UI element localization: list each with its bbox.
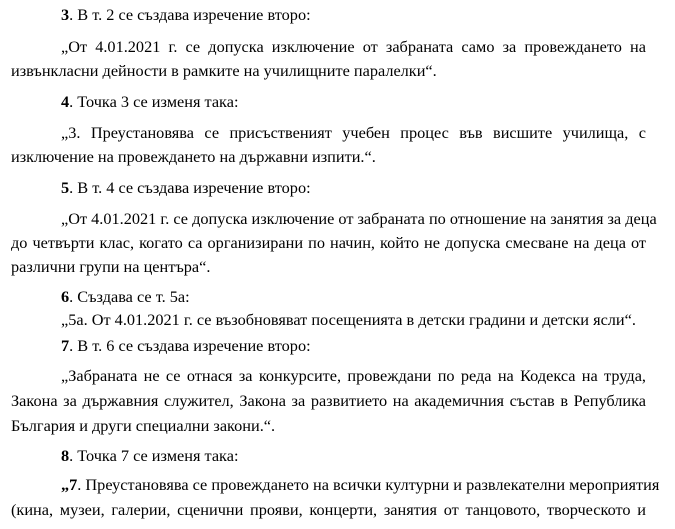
quote-line: извънкласни дейности в рамките на училищните паралелки“. [11,61,437,80]
amendment-heading-text: . В т. 2 се създава изречение второ: [69,5,311,24]
amendment-heading-7 [61,336,311,356]
quote-line: „3. Преустановява се присъственият учебен процес във висшите училища, с [61,123,646,142]
amendment-heading-text: . В т. 4 се създава изречение второ: [69,178,311,197]
amendment-number: 5 [61,178,70,197]
quote-line [61,475,659,494]
quote-line: Закона за държавния служител, Закона за развитието на академичния състав в Република [11,391,646,410]
amendment-heading-3 [61,5,311,25]
quote-bold-prefix: „7 [61,475,78,494]
amendment-number: 4 [61,92,70,111]
amendment-heading-text: . Точка 3 се изменя така: [69,92,239,111]
amendment-number: 7 [61,336,70,355]
quote-line: „От 4.01.2021 г. се допуска изключение от забраната по отношение на занятия за деца [61,209,657,228]
amendment-number: 3 [61,5,70,24]
quote-line: различни групи на центъра“. [11,257,211,276]
quote-line: „От 4.01.2021 г. се допуска изключение от забраната само за провеждането на [61,37,646,56]
quote-line: изключение на провеждането на държавни изпити.“. [11,147,376,166]
quote-line: до четвърти клас, когато са организирани по начин, който не допуска смесване на деца от [11,233,646,252]
amendment-heading-text: . Създава се т. 5а: [69,287,190,306]
amendment-heading-6 [61,287,190,307]
amendment-number: 8 [61,446,70,465]
amendment-number: 6 [61,287,70,306]
quote-line: България и други специални закони.“. [11,416,276,435]
quote-line: (кина, музеи, галерии, сценични прояви, концерти, занятия от танцовото, творческото и [11,500,646,519]
amendment-heading-5 [61,178,311,198]
quote-line: „5а. От 4.01.2021 г. се възобновяват посещенията в детски градини и детски ясли“. [61,310,636,329]
quote-line: „Забраната не се отнася за конкурсите, провеждани по реда на Кодекса на труда, [61,366,646,385]
amendment-heading-text: . В т. 6 се създава изречение второ: [69,336,311,355]
quote-text: . Преустановява се провеждането на всички културни и развлекателни мероприятия [77,475,660,494]
amendment-heading-8 [61,446,238,466]
amendment-heading-4 [61,92,238,112]
amendment-heading-text: . Точка 7 се изменя така: [69,446,239,465]
quote-line-first [61,475,660,495]
